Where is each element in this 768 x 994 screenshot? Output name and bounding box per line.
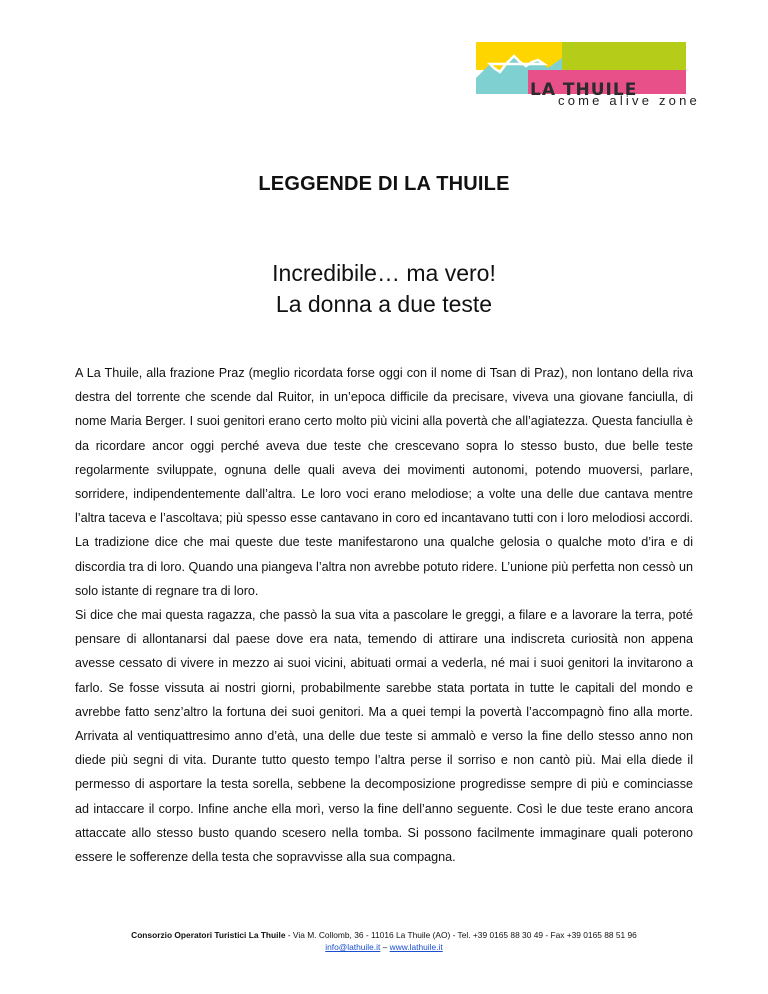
- document-title: LEGGENDE DI LA THUILE: [258, 173, 510, 195]
- subtitle-line-1: Incredibile… ma vero!: [272, 260, 496, 286]
- footer-separator: –: [380, 942, 390, 952]
- subtitle-line-2: La donna a due teste: [275, 291, 493, 317]
- footer-website-link[interactable]: www.lathuile.it: [389, 942, 443, 952]
- logo-green-block: [562, 42, 686, 70]
- footer-links-line: [0, 941, 768, 953]
- footer: [0, 929, 768, 953]
- paragraph-1: A La Thuile, alla frazione Praz (meglio ricordata forse oggi con il nome di Tsan di Praz), non lontano della riva destra del torrente che scende dal Ruitor, in un’epoca difficile da precisare, viveva una giovane fanciulla, di nome Maria Berger. I suoi genitori erano certo molto più vicini alla povertà che all’agiatezza. Questa fanciulla è da ricordare ancor oggi perché aveva due teste che crescevano sopra lo stesso busto, due belle teste regolarmente sviluppate, ognuna delle quali aveva dei movimenti autonomi, potendo muoversi, parlare, sorridere, indipendentemente dall’altra. Le loro voci erano melodiose; a volte una delle due cantava mentre l’altra taceva e l’ascoltava; più spesso esse cantavano in coro ed incantavano tutti con i loro melodiosi accordi. La tradizione dice che mai queste due teste manifestarono una qualche gelosia o qualche moto d’ira e di discordia tra di loro. Quando una piangeva l’altra non avrebbe potuto ridere. L’unione più perfetta non cessò un solo istante di regnare tra di loro.: [75, 366, 693, 598]
- logo-tagline: come alive zone: [558, 93, 700, 108]
- paragraph-2: Si dice che mai questa ragazza, che passò la sua vita a pascolare le greggi, a filare e a lavorare la terra, poté pensare di allontanarsi dal paese dove era nata, temendo di attirare una indiscreta curiosità non appena avesse cessato di vivere in mezzo ai suoi vicini, abituati ormai a vederla, né mai i suoi genitori la invitarono a farlo. Se fosse vissuta ai nostri giorni, probabilmente sarebbe stata portata in tutte le capitali del mondo e avrebbe fatto senz’altro la fortuna dei suoi genitori. Ma a quei tempi la povertà l’accompagnò fino alla morte. Arrivata al ventiquattresimo anno d’età, una delle due teste si ammalò e verso la fine dello stesso anno non diede più segni di vita. Durante tutto questo tempo l’altra perse il sorriso e non cantò più. Mai ella diede il permesso di asportare la testa sorella, sebbene la decomposizione progredisse sempre di più e cominciasse ad intaccare il corpo. Infine anche ella morì, verso la fine dell’anno seguente. Così le due teste erano ancora attaccate allo stesso busto quando scesero nella tomba. Si possono facilmente immaginare quali poterono essere le sofferenze della testa che sopravvisse alla sua compagna.: [75, 608, 693, 865]
- footer-email-link[interactable]: info@lathuile.it: [325, 942, 381, 952]
- logo-brand-text: LA THUILE: [530, 80, 638, 100]
- la-thuile-logo: [476, 42, 700, 110]
- footer-address-line: [0, 929, 768, 941]
- story-body: [75, 361, 693, 869]
- footer-org-name: Consorzio Operatori Turistici La Thuile: [131, 930, 286, 940]
- footer-contact-details: - Via M. Collomb, 36 - 11016 La Thuile (AO) - Tel. +39 0165 88 30 49 - Fax +39 0165 88 51 96: [285, 930, 637, 940]
